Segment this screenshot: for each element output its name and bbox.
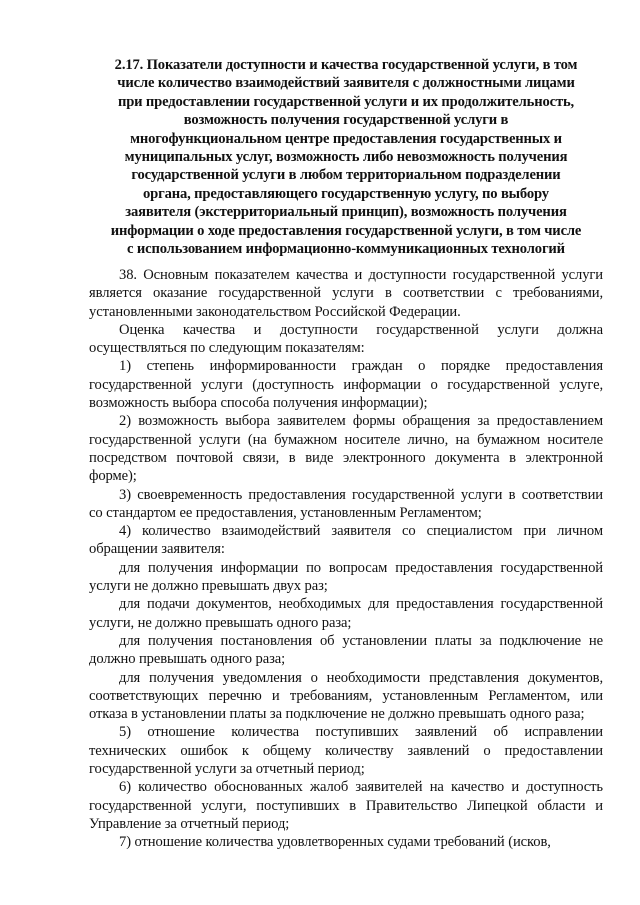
paragraph-indicator-2: 2) возможность выбора заявителем формы обращения за предоставлением государственной услуги (на бумажном носителе лично, на бумажном носителе посредством почтовой связи, в виде электронного документа в электронной форме); (89, 413, 603, 485)
paragraph-indicator-7: 7) отношение количества удовлетворенных судами требований (исков, (119, 834, 551, 851)
heading-line: при предоставлении государственной услуги и их продолжительность, (117, 93, 575, 110)
paragraph-indicator-6: 6) количество обоснованных жалоб заявителей на качество и доступность государственной услуги, поступивших в Правительство Липецкой области и Управление за отчетный период; (89, 779, 603, 832)
paragraph-indicator-1: 1) степень информированности граждан о порядке предоставления государственной услуги (доступность информации о государственной услуге, возможность выбора способа получения информации); (89, 358, 603, 412)
paragraph-subitem-resolution: для получения постановления об установлении платы за подключение не должно превышать одного раза; (89, 632, 603, 668)
heading-line: с использованием информационно-коммуникационных технологий (127, 241, 565, 258)
document-body (89, 266, 603, 852)
heading-line: муниципальных услуг, возможность либо невозможность получения (124, 149, 568, 166)
paragraph-subitem-notification: для получения уведомления о необходимости представления документов, соответствующих перечню и требованиям, установленным Регламентом, или отказа в установлении платы за подключение не должно превышать одного раза; (89, 669, 603, 723)
heading-line: органа, предоставляющего государственную услугу, по выбору (143, 185, 549, 202)
heading-line: многофункциональном центре предоставления государственных и (130, 130, 562, 147)
paragraph-subitem-information: для получения информации по вопросам предоставления государственной услуги не должно превышать двух раз; (89, 559, 603, 595)
heading-line: 2.17. Показатели доступности и качества государственной услуги, в том (114, 57, 578, 73)
heading-line: государственной услуги в любом территориальном подразделении (131, 167, 561, 184)
heading-line: числе количество взаимодействий заявителя с должностными лицами (117, 75, 575, 92)
heading-line: информации о ходе предоставления государственной услуги, в том числе (110, 222, 582, 239)
paragraph-subitem-documents: для подачи документов, необходимых для предоставления государственной услуги, не должно превышать одного раза; (89, 596, 603, 631)
paragraph-quality-assessment: Оценка качества и доступности государственной услуги должна осуществляться по следующим показателям: (89, 321, 603, 357)
heading-line: заявителя (экстерриториальный принцип), возможность получения (125, 204, 567, 221)
heading-line: возможность получения государственной услуги в (183, 112, 509, 129)
paragraph-indicator-3: 3) своевременность предоставления государственной услуги в соответствии со стандартом ее предоставления, установленным Регламентом; (89, 486, 603, 521)
paragraph-indicator-4: 4) количество взаимодействий заявителя со специалистом при личном обращении заявителя: (89, 523, 603, 558)
paragraph-indicator-5: 5) отношение количества поступивших заявлений об исправлении технических ошибок к общему количеству заявлений о предоставлении государственной услуги за отчетный период; (89, 724, 603, 778)
paragraph-item-38: 38. Основным показателем качества и доступности государственной услуги является оказание государственной услуги в соответствии с требованиями, установленными законодательством Российской Федерации. (89, 267, 603, 320)
section-heading (88, 56, 604, 258)
